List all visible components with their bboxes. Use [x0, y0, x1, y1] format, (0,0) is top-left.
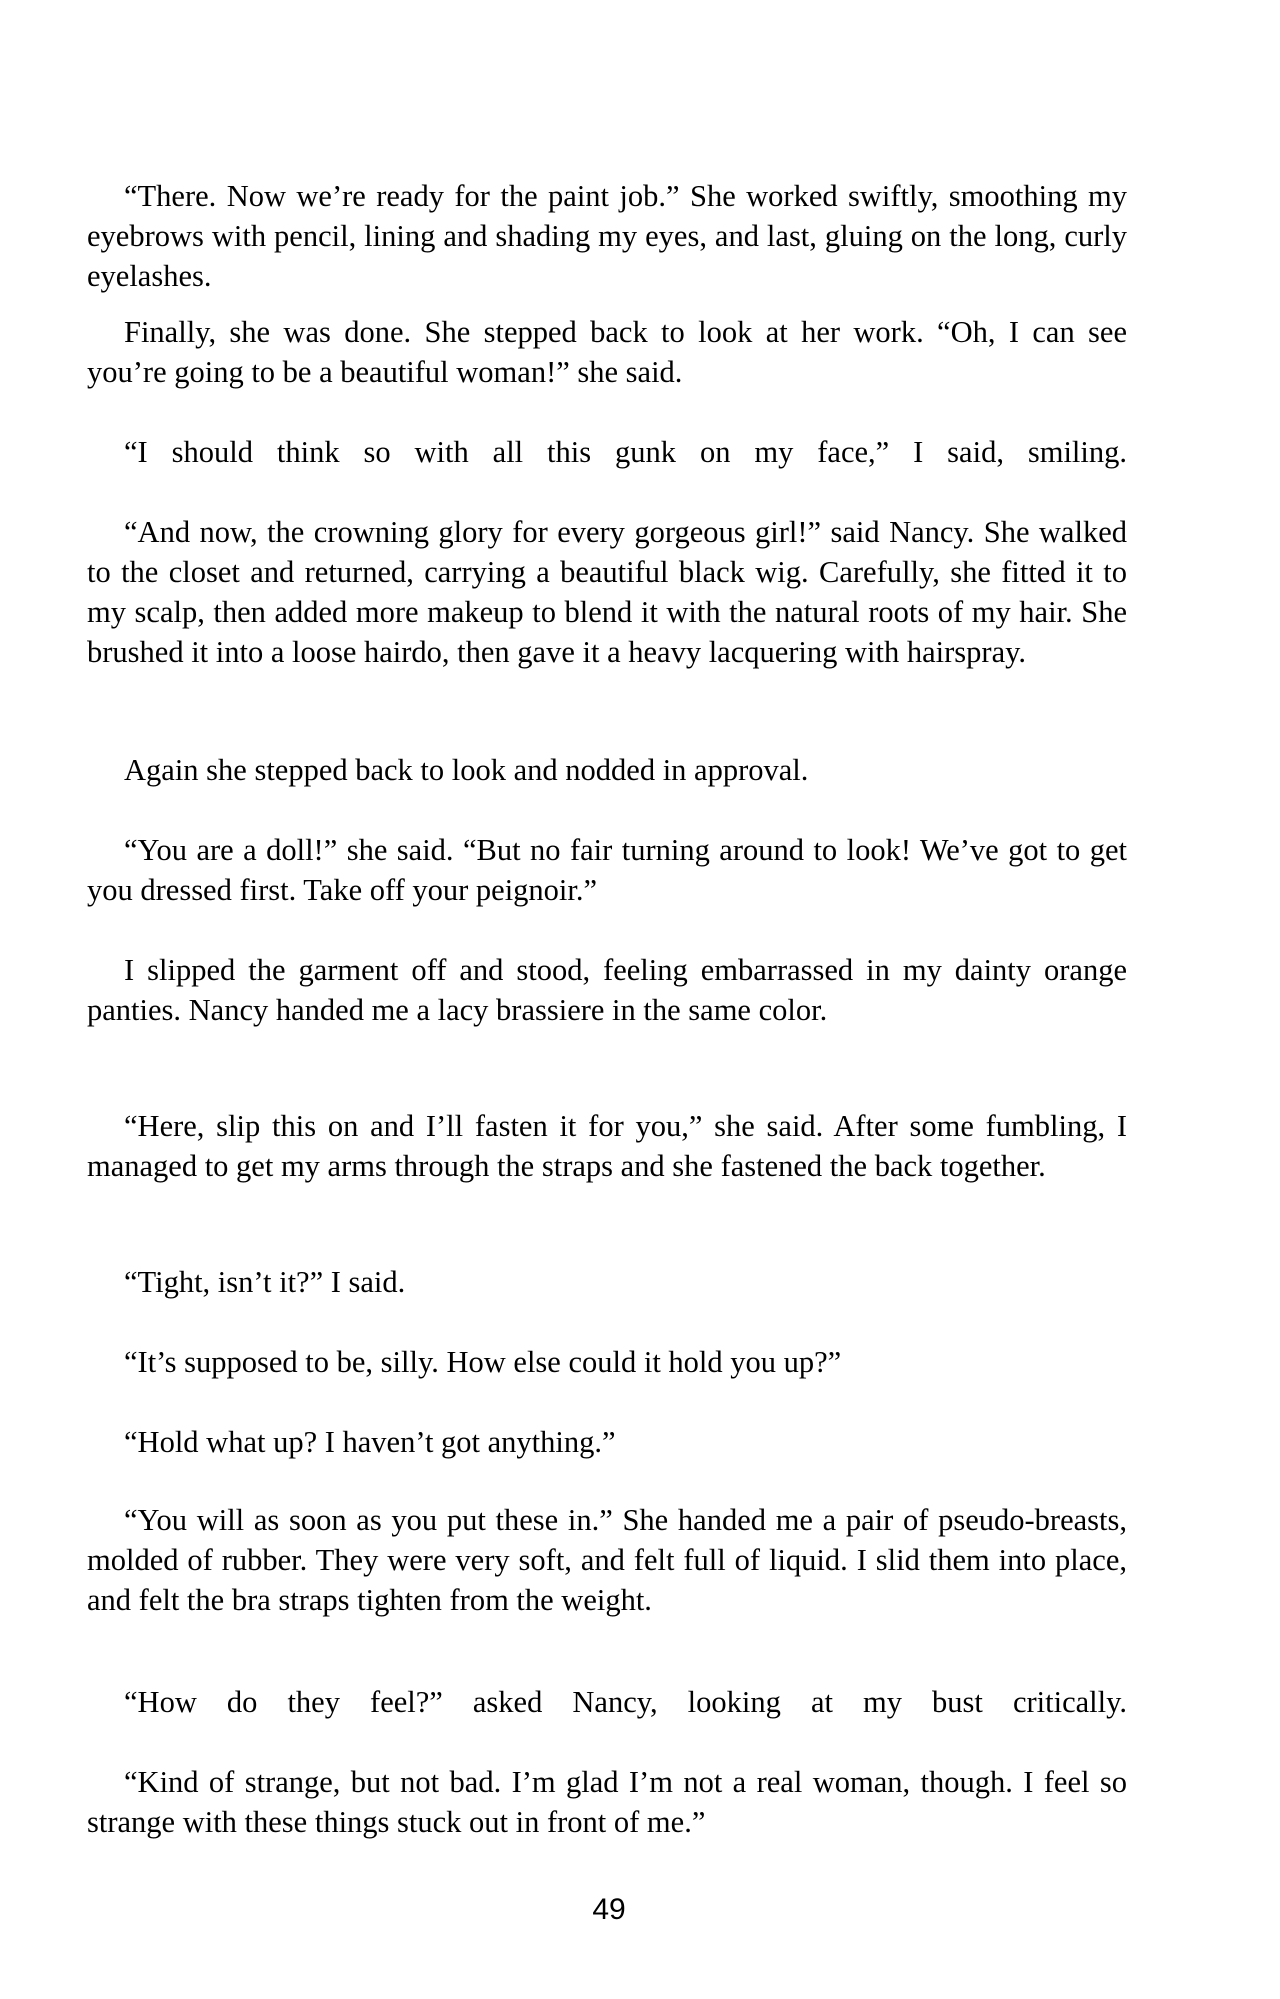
paragraph-you-are-a-doll: “You are a doll!” she said. “But no fair turning around to look! We’ve got to get you dressed first. Take off your peignoir.” — [87, 833, 1127, 907]
paragraph-paint-job: “There. Now we’re ready for the paint job.” She worked swiftly, smoothing my eyebrows with pencil, lining and shading my eyes, and last, gluing on the long, curly eyelashes. — [87, 179, 1127, 293]
page-number: 49 — [592, 1893, 626, 1926]
paragraph-how-do-they-feel: “How do they feel?” asked Nancy, looking at my bust critically. — [124, 1685, 1127, 1719]
paragraph-crowning-glory: “And now, the crowning glory for every gorgeous girl!” said Nancy. She walked to the closet and returned, carrying a beautiful black wig. Carefully, she fitted it to my scalp, then added more makeup to blend it with the natural roots of my hair. She brushed it into a loose hairdo, then gave it a heavy lacquering with hairspray. — [87, 515, 1127, 669]
paragraph-slipped-garment: I slipped the garment off and stood, feeling embarrassed in my dainty orange panties. Nancy handed me a lacy brassiere in the same color. — [87, 953, 1127, 1027]
paragraph-gunk-on-face: “I should think so with all this gunk on my face,” I said, smiling. — [124, 435, 1127, 469]
paragraph-supposed-to-be: “It’s supposed to be, silly. How else could it hold you up?” — [124, 1345, 842, 1379]
paragraph-hold-what-up: “Hold what up? I haven’t got anything.” — [124, 1425, 616, 1459]
paragraph-pseudo-breasts: “You will as soon as you put these in.” She handed me a pair of pseudo-breasts, molded of rubber. They were very soft, and felt full of liquid. I slid them into place, and felt the bra straps tighten from the weight. — [87, 1503, 1127, 1617]
paragraph-tight: “Tight, isn’t it?” I said. — [124, 1265, 406, 1299]
paragraph-nodded-approval: Again she stepped back to look and nodded in approval. — [124, 753, 809, 787]
paragraph-kind-of-strange: “Kind of strange, but not bad. I’m glad I’m not a real woman, though. I feel so strange with these things stuck out in front of me.” — [87, 1765, 1127, 1839]
paragraph-slip-this-on: “Here, slip this on and I’ll fasten it for you,” she said. After some fumbling, I managed to get my arms through the straps and she fastened the back together. — [87, 1109, 1127, 1183]
paragraph-finally-done: Finally, she was done. She stepped back to look at her work. “Oh, I can see you’re going to be a beautiful woman!” she said. — [87, 315, 1127, 389]
